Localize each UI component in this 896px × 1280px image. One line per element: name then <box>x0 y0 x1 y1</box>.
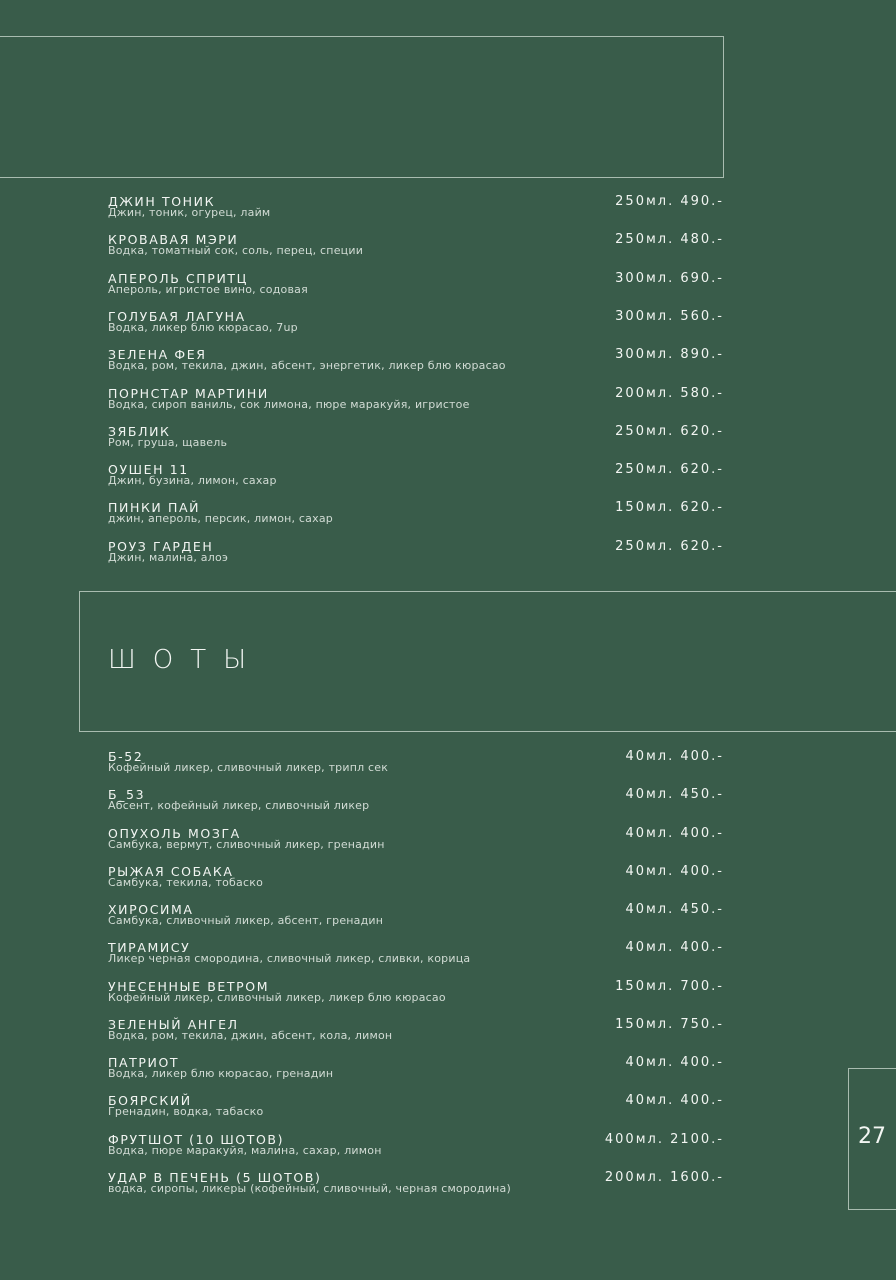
item-description: Джин, малина, алоэ <box>108 550 229 564</box>
item-description: Водка, томатный сок, соль, перец, специи <box>108 244 364 258</box>
item-price: 40мл. 400.- <box>625 1055 724 1070</box>
item-description: Водка, сироп ваниль, сок лимона, пюре маракуйя, игристое <box>108 397 470 411</box>
menu-item <box>108 980 724 1014</box>
item-price: 40мл. 400.- <box>625 940 724 956</box>
item-name: ФРУТШОТ (10 ШОТОВ) <box>108 1131 285 1147</box>
item-name: БОЯРСКИЙ <box>108 1093 192 1109</box>
item-price: 40мл. 450.- <box>625 902 724 917</box>
menu-item <box>108 750 724 784</box>
page-number: 27 <box>858 1124 886 1149</box>
item-description: Кофейный ликер, сливочный ликер, ликер блю кюрасао <box>108 990 446 1004</box>
menu-item <box>108 501 724 535</box>
item-description: Гренадин, водка, табаско <box>108 1105 264 1119</box>
item-name: РЫЖАЯ СОБАКА <box>108 863 234 879</box>
menu-item <box>108 1094 724 1128</box>
item-name: КРОВАВАЯ МЭРИ <box>108 232 239 248</box>
item-description: Водка, ром, текила, джин, абсент, энергетик, ликер блю кюрасао <box>108 359 506 373</box>
item-price: 40мл. 400.- <box>625 749 724 764</box>
menu-item <box>108 463 724 497</box>
item-price: 250мл. 620.- <box>615 462 724 478</box>
item-price: 400мл. 2100.- <box>604 1131 724 1147</box>
item-name: ПОРНСТАР МАРТИНИ <box>108 385 269 401</box>
item-description: Водка, пюре маракуйя, малина, сахар, лимон <box>108 1143 382 1157</box>
item-name: ЗЯБЛИК <box>108 423 171 439</box>
menu-item <box>108 272 724 306</box>
item-price: 40мл. 400.- <box>625 863 724 879</box>
item-name: ПАТРИОТ <box>108 1055 180 1070</box>
item-description: Водка, ликер блю кюрасао, 7up <box>108 320 298 334</box>
item-name: ЗЕЛЕНЫЙ АНГЕЛ <box>108 1016 239 1032</box>
menu-item <box>108 195 724 229</box>
item-price: 40мл. 400.- <box>625 825 724 841</box>
item-description: Кофейный ликер, сливочный ликер, трипл сек <box>108 761 389 774</box>
item-name: Б-52 <box>108 749 144 764</box>
item-name: ОУШЕН 11 <box>108 462 189 478</box>
item-description: Самбука, текила, тобаско <box>108 875 264 889</box>
item-description: Самбука, вермут, сливочный ликер, гренадин <box>108 837 385 851</box>
item-price: 40мл. 400.- <box>625 1093 724 1109</box>
menu-item <box>108 540 724 574</box>
item-name: Б_53 <box>108 787 146 803</box>
menu-item <box>108 233 724 267</box>
item-price: 200мл. 580.- <box>615 385 724 401</box>
menu-item <box>108 865 724 899</box>
menu-item <box>108 1133 724 1167</box>
header-frame <box>0 36 724 178</box>
item-description: Самбука, сливочный ликер, абсент, гренадин <box>108 914 384 927</box>
item-price: 250мл. 620.- <box>615 423 724 439</box>
item-price: 150мл. 750.- <box>615 1016 724 1032</box>
item-name: ЗЕЛЕНА ФЕЯ <box>108 347 207 363</box>
item-description: Водка, ликер блю кюрасао, гренадин <box>108 1067 334 1080</box>
item-name: ХИРОСИМА <box>108 902 194 917</box>
menu-item <box>108 1171 724 1205</box>
menu-item <box>108 788 724 822</box>
item-price: 300мл. 890.- <box>615 347 724 363</box>
item-price: 250мл. 480.- <box>615 232 724 248</box>
item-description: Водка, ром, текила, джин, абсент, кола, лимон <box>108 1028 393 1042</box>
item-price: 250мл. 620.- <box>615 538 724 554</box>
item-name: УДАР В ПЕЧЕНЬ (5 ШОТОВ) <box>108 1169 322 1185</box>
item-description: Абсент, кофейный ликер, сливочный ликер <box>108 799 370 813</box>
item-description: джин, апероль, персик, лимон, сахар <box>108 512 333 526</box>
menu-item <box>108 310 724 344</box>
item-description: Джин, бузина, лимон, сахар <box>108 474 277 488</box>
menu-item <box>108 903 724 937</box>
menu-item <box>108 425 724 459</box>
item-description: Апероль, игристое вино, содовая <box>108 282 308 296</box>
item-name: ДЖИН ТОНИК <box>108 194 216 209</box>
section-title-shots: ШОТЫ <box>108 645 264 675</box>
menu-item <box>108 1056 724 1090</box>
item-name: РОУЗ ГАРДЕН <box>108 538 214 554</box>
menu-item <box>108 387 724 421</box>
menu-item <box>108 941 724 975</box>
item-name: ОПУХОЛЬ МОЗГА <box>108 825 241 841</box>
menu-item <box>108 1018 724 1052</box>
item-description: Джин, тоник, огурец, лайм <box>108 206 271 219</box>
item-description: Ром, груша, щавель <box>108 435 228 449</box>
item-price: 40мл. 450.- <box>625 787 724 803</box>
item-name: ПИНКИ ПАЙ <box>108 500 201 516</box>
menu-item <box>108 827 724 861</box>
item-name: ГОЛУБАЯ ЛАГУНА <box>108 308 246 324</box>
item-name: АПЕРОЛЬ СПРИТЦ <box>108 270 248 286</box>
item-price: 300мл. 560.- <box>615 308 724 324</box>
item-description: Ликер черная смородина, сливочный ликер, сливки, корица <box>108 952 471 966</box>
item-price: 150мл. 620.- <box>615 500 724 516</box>
item-price: 150мл. 700.- <box>615 978 724 994</box>
item-name: УНЕСЕННЫЕ ВЕТРОМ <box>108 978 270 994</box>
item-price: 200мл. 1600.- <box>604 1169 724 1185</box>
item-price: 300мл. 690.- <box>615 270 724 286</box>
menu-item <box>108 348 724 382</box>
item-description: водка, сиропы, ликеры (кофейный, сливочный, черная смородина) <box>108 1181 511 1195</box>
item-price: 250мл. 490.- <box>615 194 724 209</box>
item-name: ТИРАМИСУ <box>108 940 191 956</box>
